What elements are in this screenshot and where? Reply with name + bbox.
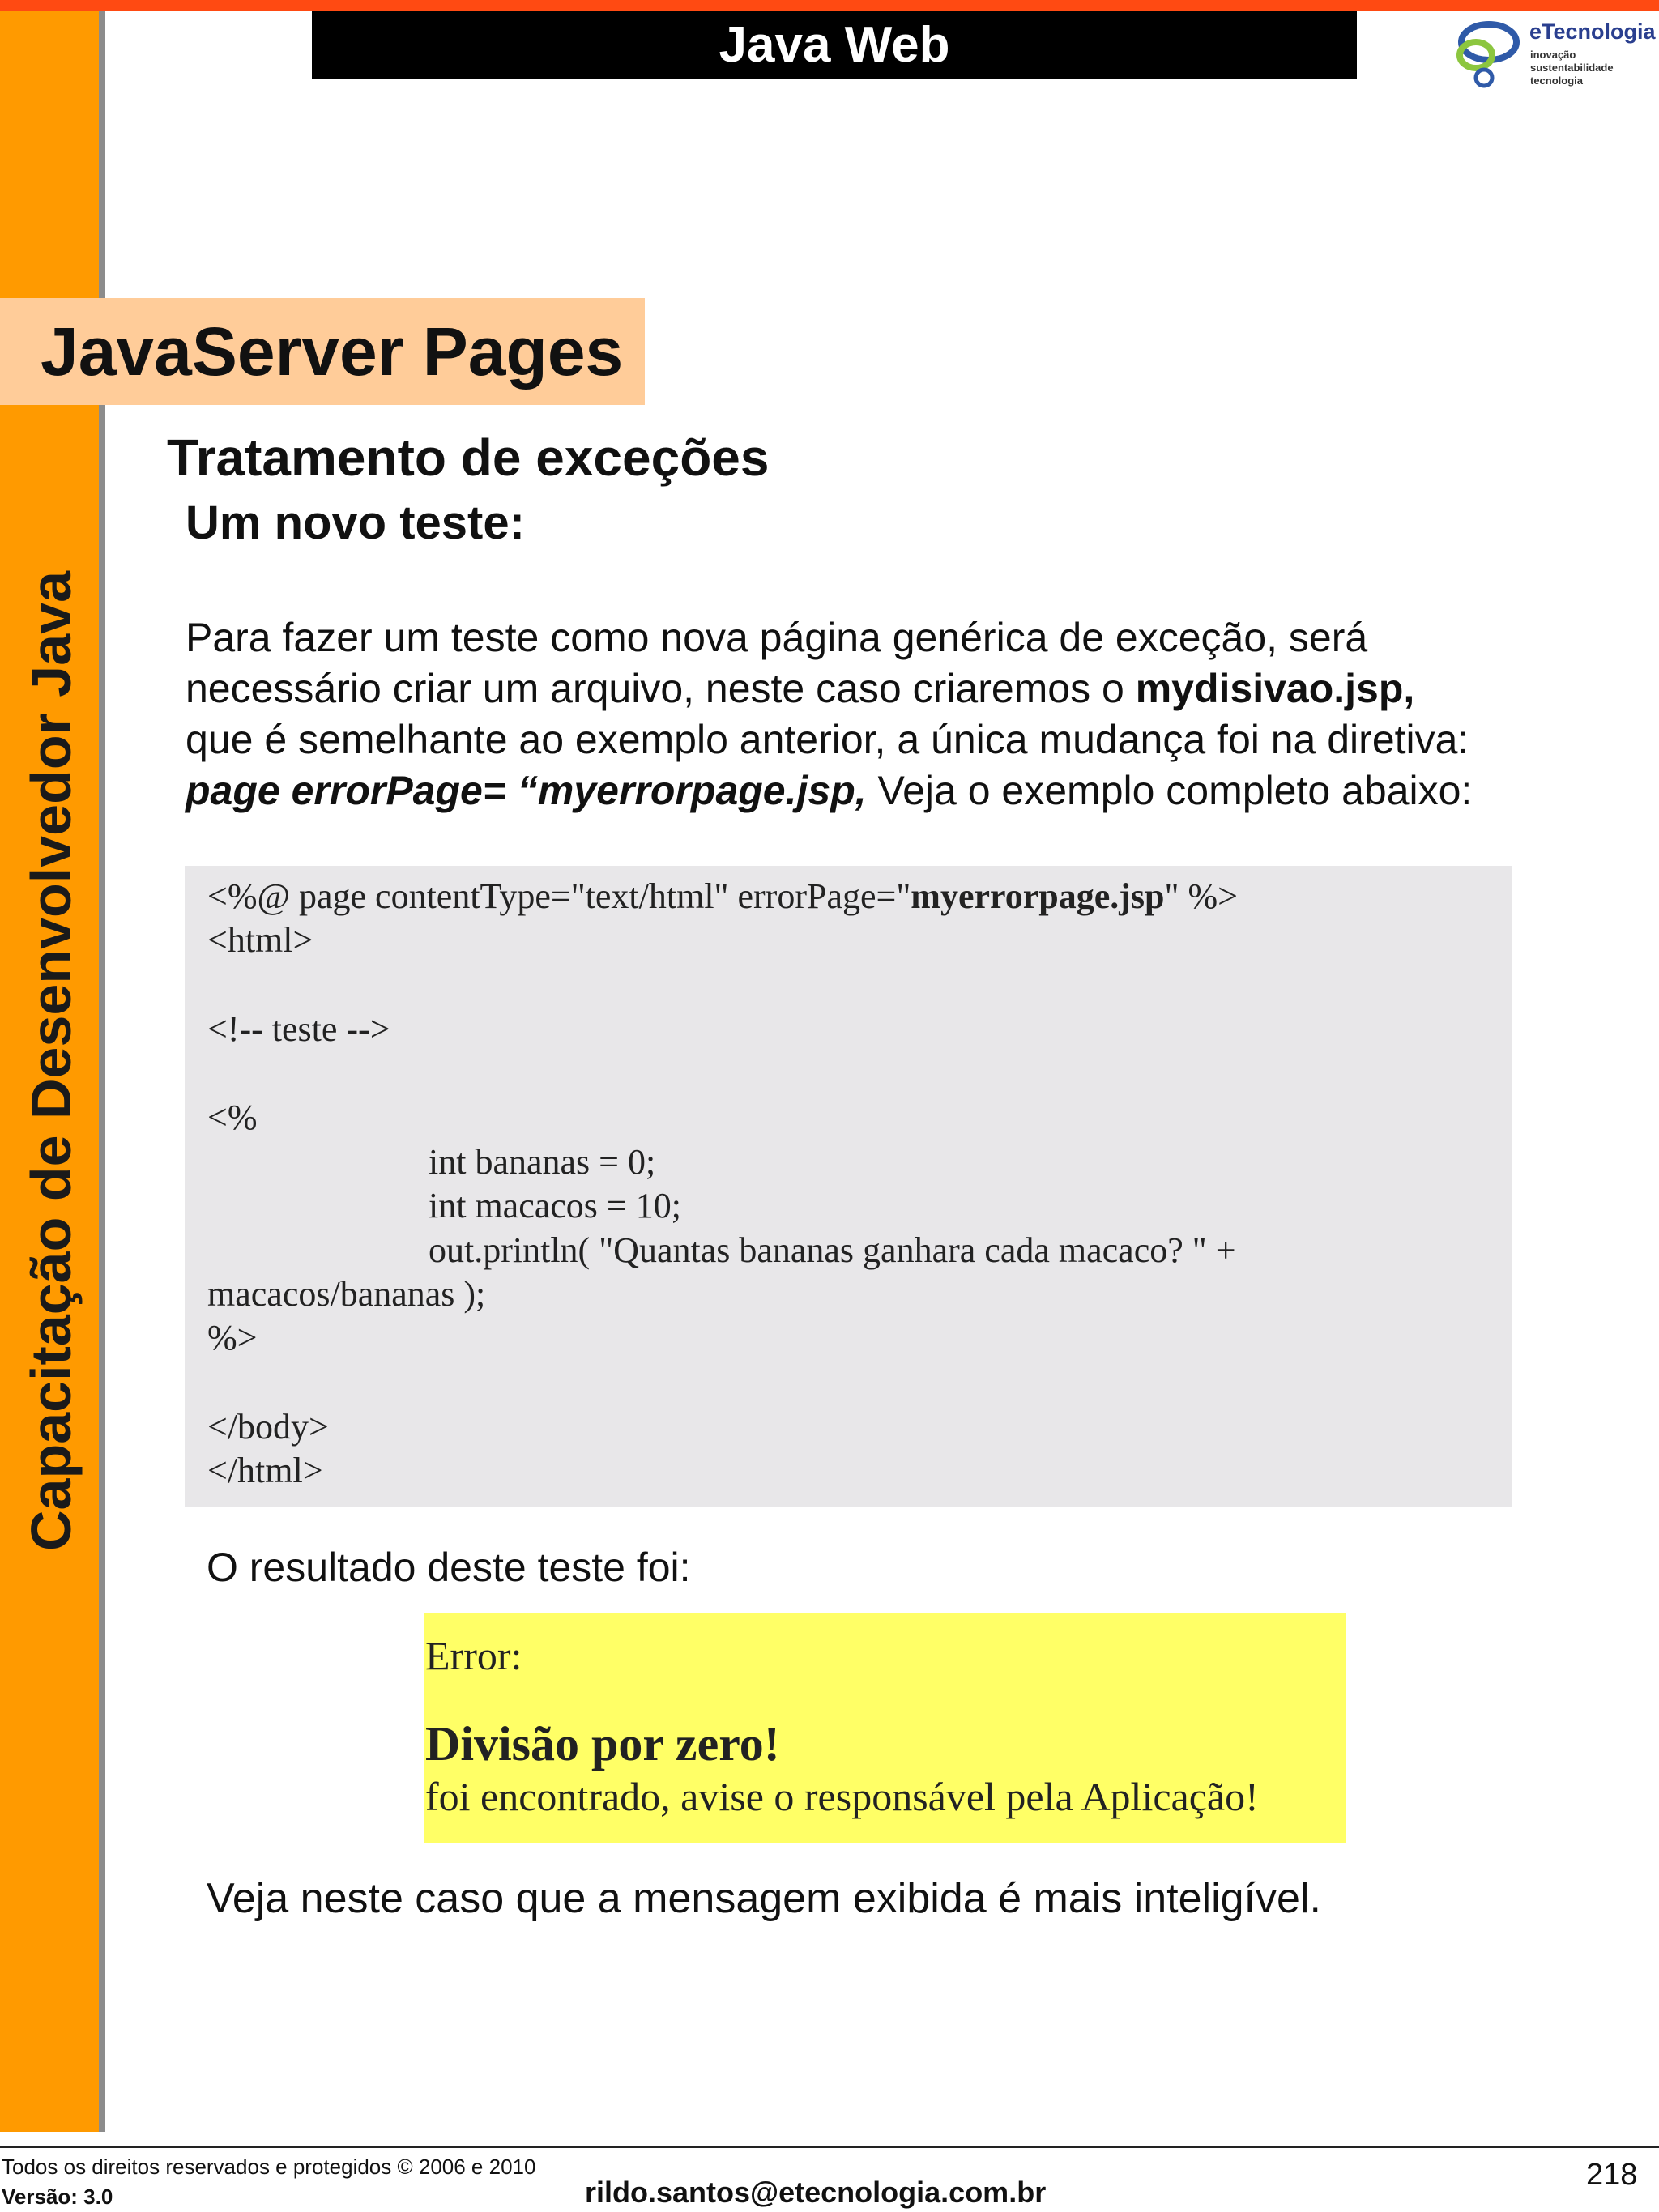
code-block	[185, 866, 1512, 1507]
filename-highlight: mydisivao.jsp,	[1135, 666, 1415, 711]
page-number: 218	[1586, 2158, 1638, 2192]
code-line-1-bold: myerrorpage.jsp	[911, 876, 1165, 916]
logo-tagline-2: sustentabilidade	[1530, 62, 1614, 74]
code-line-1-post: " %>	[1164, 876, 1238, 916]
footer-divider	[0, 2146, 1659, 2148]
code-line-9: %>	[207, 1318, 258, 1357]
closing-text: Veja neste caso que a mensagem exibida é mais inteligível.	[207, 1875, 1321, 1922]
footer-copyright: Todos os direitos reservados e protegidos © 2006 e 2010	[2, 2154, 536, 2179]
para-line-2	[186, 663, 1627, 714]
header-title: Java Web	[312, 11, 1357, 79]
error-title: Divisão por zero!	[425, 1717, 780, 1771]
code-line-11: </html>	[207, 1451, 323, 1490]
logo-tagline-1: inovação	[1530, 49, 1576, 61]
error-message: foi encontrado, avise o responsável pela Aplicação!	[425, 1774, 1259, 1819]
sidebar-label: Capacitação de Desenvolvedor Java	[19, 570, 83, 1552]
subhead: Um novo teste:	[186, 497, 525, 549]
error-label: Error:	[425, 1633, 522, 1678]
code-line-7: out.println( "Quantas bananas ganhara cada macaco? " +	[429, 1230, 1236, 1270]
logo-tagline-3: tecnologia	[1530, 75, 1584, 87]
code-line-10: </body>	[207, 1407, 329, 1447]
footer-email: rildo.santos@etecnologia.com.br	[585, 2176, 1047, 2209]
para-line-4-text: Veja o exemplo completo abaixo:	[866, 768, 1473, 813]
code-line-6: int macacos = 10;	[429, 1186, 681, 1225]
etecnologia-logo	[1452, 18, 1659, 92]
top-stripe	[0, 0, 1659, 11]
footer-version: Versão: 3.0	[2, 2184, 113, 2209]
logo-name: eTecnologia	[1529, 19, 1656, 44]
page-subtitle: Tratamento de exceções	[167, 428, 770, 487]
intro-paragraph	[186, 612, 1627, 816]
code-line-1-pre: <%@ page contentType="text/html" errorPage="	[207, 876, 911, 916]
result-label: O resultado deste teste foi:	[207, 1545, 691, 1590]
code-line-1	[207, 876, 1238, 917]
para-line-1: Para fazer um teste como nova página genérica de exceção, será	[186, 615, 1368, 660]
para-line-3: que é semelhante ao exemplo anterior, a única mudança foi na diretiva:	[186, 717, 1469, 762]
code-line-8: macacos/bananas );	[207, 1274, 486, 1314]
para-line-2-text: necessário criar um arquivo, neste caso criaremos o	[186, 666, 1136, 711]
section-title: JavaServer Pages	[41, 313, 624, 390]
directive-highlight: page errorPage= “myerrorpage.jsp,	[186, 768, 867, 813]
para-line-4	[186, 765, 1627, 816]
code-line-4: <%	[207, 1097, 258, 1137]
code-line-3: <!-- teste -->	[207, 1009, 390, 1049]
code-line-2: <html>	[207, 920, 313, 960]
code-line-5: int bananas = 0;	[429, 1142, 656, 1182]
rings-logo-icon	[1452, 18, 1526, 92]
error-output-box	[424, 1613, 1346, 1843]
